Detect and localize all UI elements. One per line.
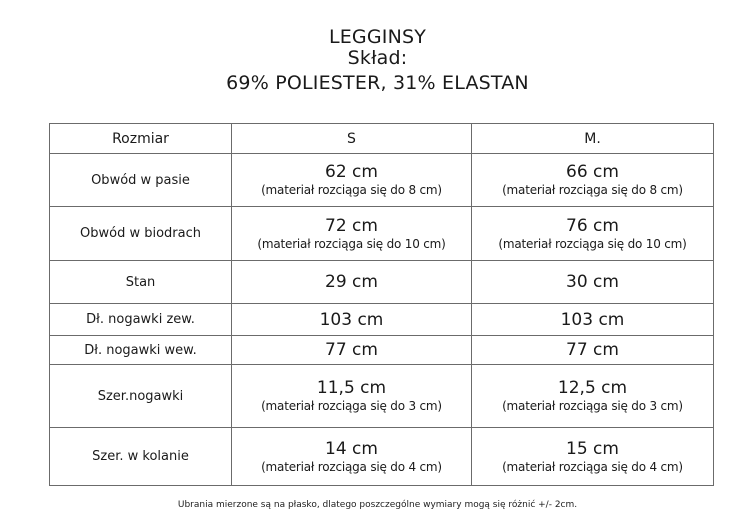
value-m: 76 cm	[566, 215, 619, 236]
value-s: 62 cm	[325, 162, 378, 182]
cell-s	[232, 304, 472, 336]
note-s: (materiał rozciąga się do 8 cm)	[261, 183, 442, 197]
cell-s	[232, 261, 472, 304]
row-label: Dł. nogawki zew.	[50, 304, 232, 336]
cell-m	[472, 304, 714, 336]
cell-s	[232, 336, 472, 365]
row-label: Dł. nogawki wew.	[50, 336, 232, 365]
value-s: 103 cm	[319, 309, 384, 330]
value-s: 72 cm	[325, 215, 378, 236]
document-header	[0, 26, 755, 98]
cell-s	[232, 365, 472, 428]
row-label: Szer.nogawki	[50, 365, 232, 428]
cell-m	[472, 365, 714, 428]
value-m: 12,5 cm	[557, 378, 628, 398]
note-s: (materiał rozciąga się do 10 cm)	[257, 236, 446, 251]
value-m: 103 cm	[560, 309, 625, 330]
table-row	[50, 154, 714, 207]
value-s: 77 cm	[325, 340, 378, 360]
note-m: (materiał rozciąga się do 4 cm)	[502, 459, 683, 474]
measurement-disclaimer: Ubrania mierzone są na płasko, dlatego poszczególne wymiary mogą się różnić +/- 2cm.	[177, 500, 578, 510]
composition-value: 69% POLIESTER, 31% ELASTAN	[226, 72, 529, 94]
cell-s	[232, 207, 472, 261]
cell-m	[472, 207, 714, 261]
table-header-row	[50, 124, 714, 154]
note-m: (materiał rozciąga się do 8 cm)	[502, 183, 683, 197]
note-m: (materiał rozciąga się do 10 cm)	[498, 236, 687, 251]
cell-s	[232, 428, 472, 486]
note-s: (materiał rozciąga się do 3 cm)	[261, 399, 442, 413]
row-label: Szer. w kolanie	[50, 428, 232, 486]
row-label: Obwód w biodrach	[50, 207, 232, 261]
value-s: 11,5 cm	[316, 378, 387, 398]
cell-m	[472, 154, 714, 207]
note-s: (materiał rozciąga się do 4 cm)	[261, 459, 442, 474]
cell-m	[472, 428, 714, 486]
value-m: 30 cm	[566, 272, 619, 292]
column-header-size: Rozmiar	[50, 124, 232, 154]
table-row	[50, 365, 714, 428]
table-row	[50, 304, 714, 336]
table-row	[50, 336, 714, 365]
cell-m	[472, 336, 714, 365]
table-row	[50, 207, 714, 261]
column-header-s: S	[232, 124, 472, 154]
column-header-m: M.	[472, 124, 714, 154]
value-m: 15 cm	[566, 438, 619, 459]
cell-m	[472, 261, 714, 304]
row-label: Stan	[50, 261, 232, 304]
size-table	[49, 123, 714, 486]
value-s: 14 cm	[325, 438, 378, 459]
cell-s	[232, 154, 472, 207]
product-title: LEGGINSY	[328, 26, 427, 48]
composition-label: Skład:	[347, 47, 408, 69]
note-m: (materiał rozciąga się do 3 cm)	[502, 399, 683, 413]
value-m: 77 cm	[566, 340, 619, 360]
value-s: 29 cm	[325, 272, 378, 292]
table-row	[50, 428, 714, 486]
value-m: 66 cm	[566, 162, 619, 182]
row-label: Obwód w pasie	[50, 154, 232, 207]
table-row	[50, 261, 714, 304]
